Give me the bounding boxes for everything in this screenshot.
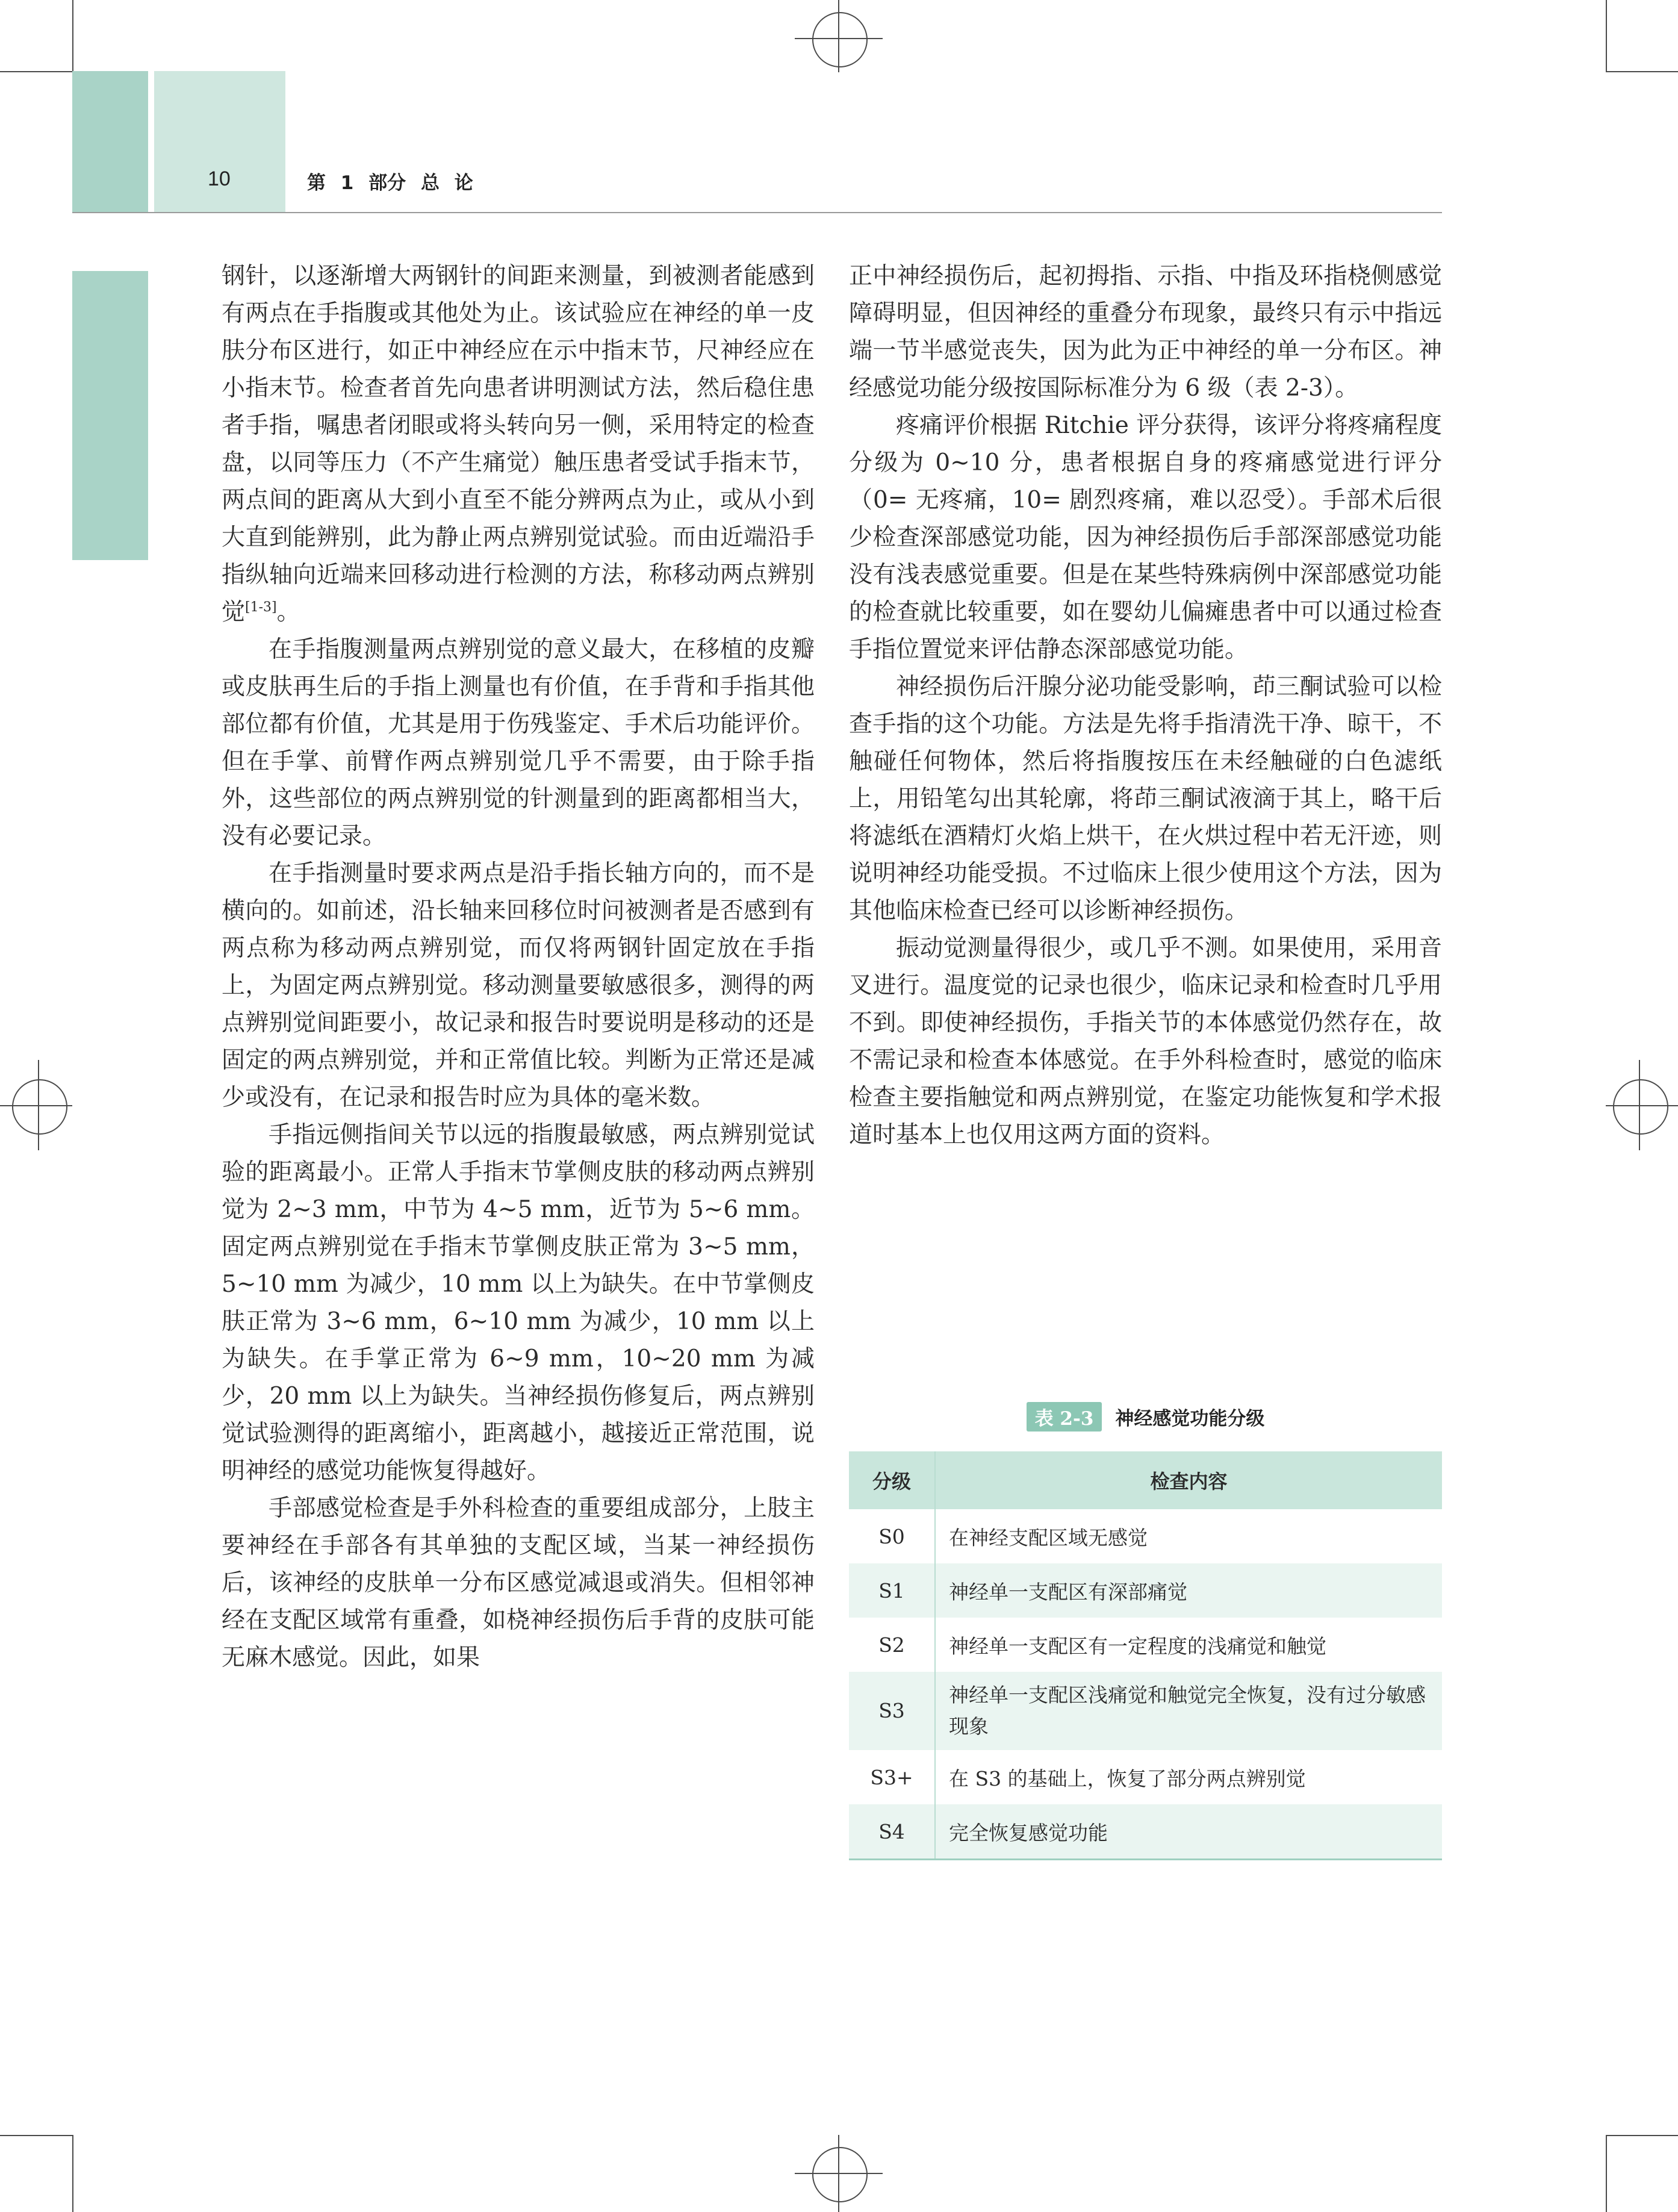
grade-cell: S1 [849, 1563, 935, 1618]
registration-mark [1606, 1105, 1678, 1106]
side-thumb-tab [72, 271, 148, 560]
part-title: 第 1 部分 总 论 [307, 172, 473, 194]
registration-mark [838, 0, 839, 72]
grade-cell: S3+ [849, 1750, 935, 1804]
crop-mark [1606, 0, 1607, 71]
registration-mark [812, 2147, 868, 2202]
paragraph [222, 258, 815, 631]
content-cell: 神经单一支配区有深部痛觉 [935, 1563, 1442, 1618]
crop-mark [1606, 71, 1678, 72]
table-header-row [849, 1451, 1442, 1509]
content-cell: 神经单一支配区有一定程度的浅痛觉和触觉 [949, 1634, 1326, 1658]
crop-mark [72, 2135, 73, 2212]
paragraph-text: 钢针，以逐渐增大两钢针的间距来测量，到被测者能感到有两点在手指腹或其他处为止。该试验应在神经的单一皮肤分布区进行，如正中神经应在示中指末节，尺神经应在小指末节。检查者首先向患者讲明测试方法，然后稳住患者手指，嘱患者闭眼或将头转向另一侧，采用特定的检查盘，以同等压力（不产生痛觉）触压患者受试手指末节，两点间的距离从大到小直至不能分辨两点为止，或从小到大直到能辨别，此为静止两点辨别觉试验。而由近端沿手指纵轴向近端来回移动进行检测的方法，称移动两点辨别觉 [222, 263, 815, 626]
left-column [222, 258, 815, 1677]
grade-cell: S4 [849, 1804, 935, 1860]
paragraph: 正中神经损伤后，起初拇指、示指、中指及环指桡侧感觉障碍明显，但因神经的重叠分布现象，最终只有示中指远端一节半感觉丧失，因为此为正中神经的单一分布区。神经感觉功能分级按国际标准分为 6 级（表 2-3）。 [849, 263, 1442, 402]
table-row [849, 1563, 1442, 1618]
column-header: 分级 [849, 1451, 935, 1509]
crop-mark [1606, 2135, 1607, 2212]
right-column [849, 258, 1442, 1154]
registration-mark [812, 12, 868, 67]
paragraph: 振动觉测量得很少，或几乎不测。如果使用，采用音叉进行。温度觉的记录也很少，临床记录和检查时几乎用不到。即使神经损伤，手指关节的本体感觉仍然存在，故不需记录和检查本体感觉。在手外科检查时，感觉的临床检查主要指触觉和两点辨别觉，在鉴定功能恢复和学术报道时基本上也仅用这两方面的资料。 [849, 935, 1442, 1148]
content-cell: 在 S3 的基础上，恢复了部分两点辨别觉 [949, 1766, 1306, 1790]
paragraph: 在手指腹测量两点辨别觉的意义最大，在移植的皮瓣或皮肤再生后的手指上测量也有价值，在手背和手指其他部位都有价值，尤其是用于伤残鉴定、手术后功能评价。但在手掌、前臂作两点辨别觉几乎不需要，由于除手指外，这些部位的两点辨别觉的针测量到的距离都相当大，没有必要记录。 [222, 636, 815, 850]
crop-mark [1606, 2135, 1678, 2136]
crop-mark [0, 2135, 72, 2136]
registration-mark [1639, 1060, 1640, 1150]
table-row [849, 1804, 1442, 1860]
registration-mark [0, 1105, 72, 1106]
registration-mark [795, 2173, 883, 2174]
table-row [849, 1618, 1442, 1672]
citation: [1-3] [245, 600, 277, 615]
table-caption [849, 1402, 1442, 1432]
registration-mark [12, 1079, 67, 1135]
sensory-grade-table [849, 1451, 1442, 1860]
table-title: 神经感觉功能分级 [1115, 1408, 1265, 1430]
paragraph: 手指远侧指间关节以远的指腹最敏感，两点辨别觉试验的距离最小。正常人手指末节掌侧皮肤的移动两点辨别觉为 2~3 mm，中节为 4~5 mm，近节为 5~6 mm。固定两点辨别觉在手指末节掌侧皮肤正常为 3~5 mm，5~10 mm 为减少，10 mm 以上为缺失。在中节掌侧皮肤正常为 3~6 mm，6~10 mm 为减少，10 mm 以上为缺失。在手掌正常为 6~9 mm，10~20 mm 为减少，20 mm 以上为缺失。当神经损伤修复后，两点辨别觉试验测得的距离缩小，距离越小，越接近正常范围，说明神经的感觉功能恢复得越好。 [222, 1121, 815, 1485]
registration-mark [38, 1060, 39, 1150]
paragraph: 疼痛评价根据 Ritchie 评分获得，该评分将疼痛程度分级为 0~10 分，患者根据自身的疼痛感觉进行评分（0= 无疼痛，10= 剧烈疼痛，难以忍受）。手部术后很少检查深部感觉功能，因为神经损伤后手部深部感觉功能没有浅表感觉重要。但是在某些特殊病例中深部感觉功能的检查就比较重要，如在婴幼儿偏瘫患者中可以通过检查手指位置觉来评估静态深部感觉功能。 [849, 412, 1442, 663]
content-cell: 完全恢复感觉功能 [935, 1804, 1442, 1860]
grade-cell: S3 [849, 1672, 935, 1750]
page-number: 10 [208, 167, 231, 190]
registration-mark [1613, 1079, 1668, 1135]
paragraph: 手部感觉检查是手外科检查的重要组成部分，上肢主要神经在手部各有其单独的支配区域，当某一神经损伤后，该神经的皮肤单一分布区感觉减退或消失。但相邻神经在支配区域常有重叠，如桡神经损伤后手背的皮肤可能无麻木感觉。因此，如果 [222, 1495, 815, 1671]
content-cell: 神经单一支配区浅痛觉和触觉完全恢复，没有过分敏感现象 [935, 1672, 1442, 1750]
paragraph-end: 。 [276, 599, 300, 626]
registration-mark [795, 38, 883, 39]
paragraph: 神经损伤后汗腺分泌功能受影响，茚三酮试验可以检查手指的这个功能。方法是先将手指清洗干净、晾干，不触碰任何物体，然后将指腹按压在未经触碰的白色滤纸上，用铅笔勾出其轮廓，将茚三酮试液滴于其上，略干后将滤纸在酒精灯火焰上烘干，在火烘过程中若无汗迹，则说明神经功能受损。不过临床上很少使用这个方法，因为其他临床检查已经可以诊断神经损伤。 [849, 673, 1442, 924]
table-row [849, 1750, 1442, 1804]
table-row [849, 1509, 1442, 1563]
header-color-block-light [154, 71, 285, 213]
grade-cell: S0 [849, 1509, 935, 1563]
paragraph: 在手指测量时要求两点是沿手指长轴方向的，而不是横向的。如前述，沿长轴来回移位时问被测者是否感到有两点称为移动两点辨别觉，而仅将两钢针固定放在手指上，为固定两点辨别觉。移动测量要敏感很多，测得的两点辨别觉间距要小，故记录和报告时要说明是移动的还是固定的两点辨别觉，并和正常值比较。判断为正常还是减少或没有，在记录和报告时应为具体的毫米数。 [222, 860, 815, 1111]
table-row [849, 1672, 1442, 1750]
header-color-block [72, 71, 148, 213]
grade-cell: S2 [849, 1618, 935, 1672]
header-rule [72, 212, 1442, 213]
table-label: 表 2-3 [1027, 1402, 1102, 1432]
column-header: 检查内容 [935, 1451, 1442, 1509]
crop-mark [72, 0, 73, 71]
crop-mark [0, 71, 72, 72]
content-cell: 在神经支配区域无感觉 [949, 1525, 1148, 1550]
